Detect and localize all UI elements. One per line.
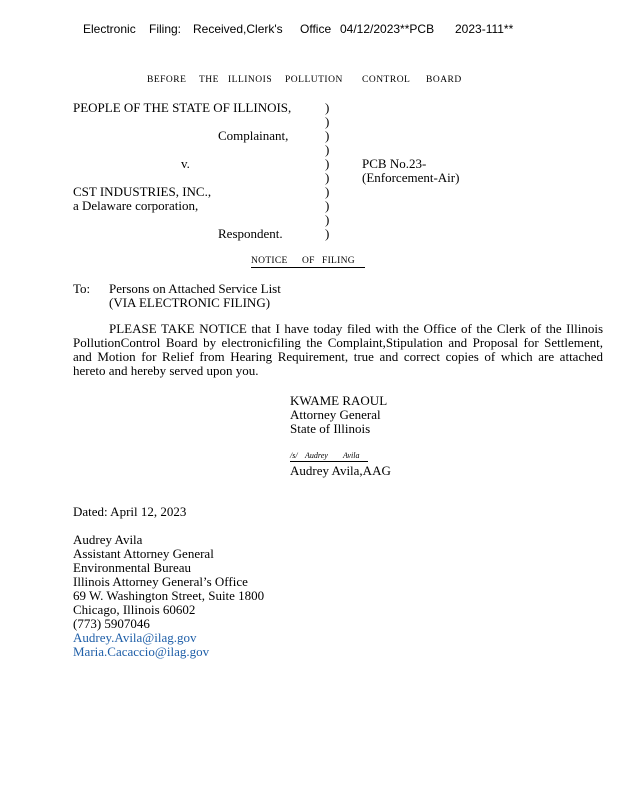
respondent-label: Respondent. — [218, 226, 283, 241]
notice-title-word: NOTICE — [251, 256, 288, 266]
stamp-filing: Filing: — [149, 22, 182, 36]
board-title-word: BOARD — [426, 75, 462, 85]
signer-name: Audrey Avila,AAG — [290, 463, 391, 478]
delivery-method-line: (VIA ELECTRONIC FILING) — [109, 295, 271, 310]
caption-paren: ) — [325, 100, 330, 115]
board-title-word: ILLINOIS — [228, 75, 273, 85]
contact-name: Audrey Avila — [73, 532, 143, 547]
defendant-description: a Delaware corporation, — [73, 198, 199, 213]
stamp-office: Office — [300, 22, 332, 36]
signature-first: Audrey — [305, 451, 328, 460]
signature-mark: /s/ — [290, 451, 298, 460]
case-type: (Enforcement-Air) — [362, 170, 460, 185]
notice-body — [73, 322, 603, 378]
stamp-date-pcb: 04/12/2023**PCB — [340, 22, 435, 36]
contact-office: Illinois Attorney General’s Office — [73, 574, 248, 589]
defendant-name: CST INDUSTRIES, INC., — [73, 184, 212, 199]
contact-phone: (773) 5907046 — [73, 616, 150, 631]
caption-paren: ) — [325, 142, 330, 157]
contact-email-link[interactable]: Audrey.Avila@ilag.gov — [73, 630, 197, 645]
stamp-electronic: Electronic — [83, 22, 136, 36]
dated-line: Dated: April 12, 2023 — [73, 504, 187, 519]
contact-bureau: Environmental Bureau — [73, 560, 192, 575]
caption-paren: ) — [325, 198, 330, 213]
signature-line — [290, 461, 368, 462]
caption-paren: ) — [325, 156, 330, 171]
caption-paren: ) — [325, 226, 330, 241]
attorney-general-name: KWAME RAOUL — [290, 393, 388, 408]
attorney-general-title: Attorney General — [290, 407, 381, 422]
board-title-word: CONTROL — [362, 75, 411, 85]
notice-body-text: PLEASE TAKE NOTICE that I have today filed with the Office of the Clerk of the Illinois PollutionControl Board by electronicfiling the Complaint,Stipulation and Proposal for Settlement, and Motion for Relief from Hearing Requirement, true and correct copies of which are attached hereto and hereby served upon you. — [73, 321, 603, 378]
contact-city: Chicago, Illinois 60602 — [73, 602, 196, 617]
caption-paren: ) — [325, 170, 330, 185]
caption-paren: ) — [325, 212, 330, 227]
contact-email-link[interactable]: Maria.Cacaccio@ilag.gov — [73, 644, 210, 659]
service-list-line: Persons on Attached Service List — [109, 281, 281, 296]
board-title-word: POLLUTION — [285, 75, 343, 85]
caption-paren: ) — [325, 184, 330, 199]
board-title-word: BEFORE — [147, 75, 187, 85]
stamp-case-no: 2023-111** — [455, 22, 514, 36]
notice-title-word: OF — [302, 256, 315, 266]
board-title-word: THE — [199, 75, 219, 85]
caption-paren: ) — [325, 128, 330, 143]
contact-title: Assistant Attorney General — [73, 546, 214, 561]
state-label: State of Illinois — [290, 421, 371, 436]
case-number: PCB No.23- — [362, 156, 427, 171]
to-label: To: — [73, 281, 91, 296]
plaintiff-name: PEOPLE OF THE STATE OF ILLINOIS, — [73, 100, 292, 115]
notice-title-word: FILING — [322, 256, 355, 266]
complainant-label: Complainant, — [218, 128, 289, 143]
stamp-received: Received,Clerk's — [193, 22, 283, 36]
caption-paren: ) — [325, 114, 330, 129]
contact-street: 69 W. Washington Street, Suite 1800 — [73, 588, 265, 603]
notice-title-underline — [251, 267, 365, 268]
signature-last: Avila — [343, 451, 360, 460]
versus-label: v. — [181, 156, 190, 171]
